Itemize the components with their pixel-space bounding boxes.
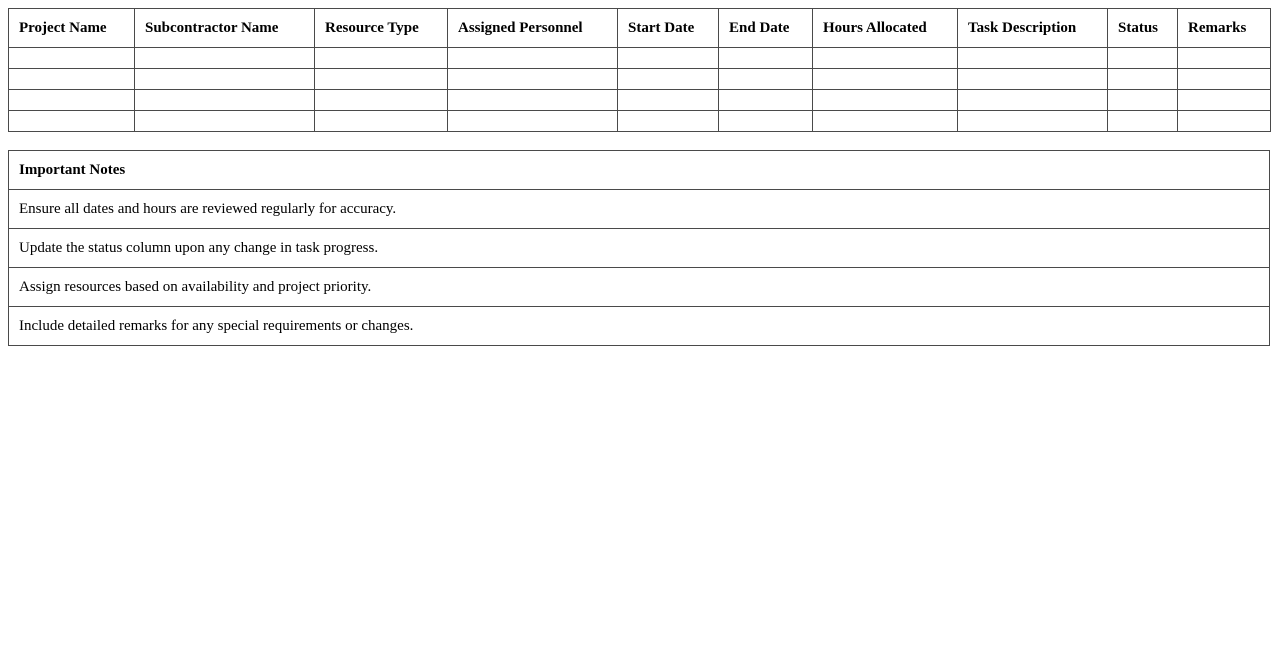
table-cell[interactable] [135,90,315,111]
note-row [9,229,1270,268]
table-cell[interactable] [958,90,1108,111]
table-cell[interactable] [135,111,315,132]
table-cell[interactable] [958,111,1108,132]
table-cell[interactable] [618,90,719,111]
table-cell[interactable] [958,69,1108,90]
note-row [9,190,1270,229]
table-cell[interactable] [813,69,958,90]
table-cell[interactable] [448,90,618,111]
table-cell[interactable] [448,69,618,90]
table-cell[interactable] [315,111,448,132]
column-header-resource-type: Resource Type [315,9,448,48]
important-notes-table [8,150,1270,346]
table-cell[interactable] [9,69,135,90]
table-cell[interactable] [618,48,719,69]
table-cell[interactable] [9,48,135,69]
notes-title-row [9,151,1270,190]
table-cell[interactable] [315,69,448,90]
table-cell[interactable] [1108,90,1178,111]
table-row [9,48,1271,69]
table-cell[interactable] [135,48,315,69]
table-row [9,69,1271,90]
table-cell[interactable] [1108,69,1178,90]
table-cell[interactable] [1178,69,1271,90]
table-cell[interactable] [315,90,448,111]
table-cell[interactable] [9,90,135,111]
note-item: Ensure all dates and hours are reviewed regularly for accuracy. [9,190,1270,229]
table-cell[interactable] [813,90,958,111]
column-header-subcontractor-name: Subcontractor Name [135,9,315,48]
table-cell[interactable] [135,69,315,90]
table-row [9,90,1271,111]
table-cell[interactable] [9,111,135,132]
table-cell[interactable] [719,90,813,111]
table-header-row [9,9,1271,48]
column-header-status: Status [1108,9,1178,48]
table-cell[interactable] [315,48,448,69]
table-cell[interactable] [448,48,618,69]
table-cell[interactable] [618,111,719,132]
table-cell[interactable] [813,111,958,132]
table-row [9,111,1271,132]
table-cell[interactable] [1178,111,1271,132]
table-cell[interactable] [1178,90,1271,111]
table-cell[interactable] [719,48,813,69]
column-header-remarks: Remarks [1178,9,1271,48]
note-row [9,268,1270,307]
table-cell[interactable] [448,111,618,132]
table-cell[interactable] [1108,111,1178,132]
resource-allocation-table [8,8,1271,132]
column-header-assigned-personnel: Assigned Personnel [448,9,618,48]
note-row [9,307,1270,346]
column-header-start-date: Start Date [618,9,719,48]
notes-title: Important Notes [9,151,1270,190]
column-header-project-name: Project Name [9,9,135,48]
table-cell[interactable] [618,69,719,90]
note-item: Update the status column upon any change in task progress. [9,229,1270,268]
table-cell[interactable] [958,48,1108,69]
table-cell[interactable] [719,69,813,90]
page-content [8,8,1270,346]
column-header-task-description: Task Description [958,9,1108,48]
column-header-end-date: End Date [719,9,813,48]
table-cell[interactable] [719,111,813,132]
table-cell[interactable] [1108,48,1178,69]
column-header-hours-allocated: Hours Allocated [813,9,958,48]
note-item: Include detailed remarks for any special requirements or changes. [9,307,1270,346]
table-cell[interactable] [1178,48,1271,69]
table-cell[interactable] [813,48,958,69]
note-item: Assign resources based on availability and project priority. [9,268,1270,307]
